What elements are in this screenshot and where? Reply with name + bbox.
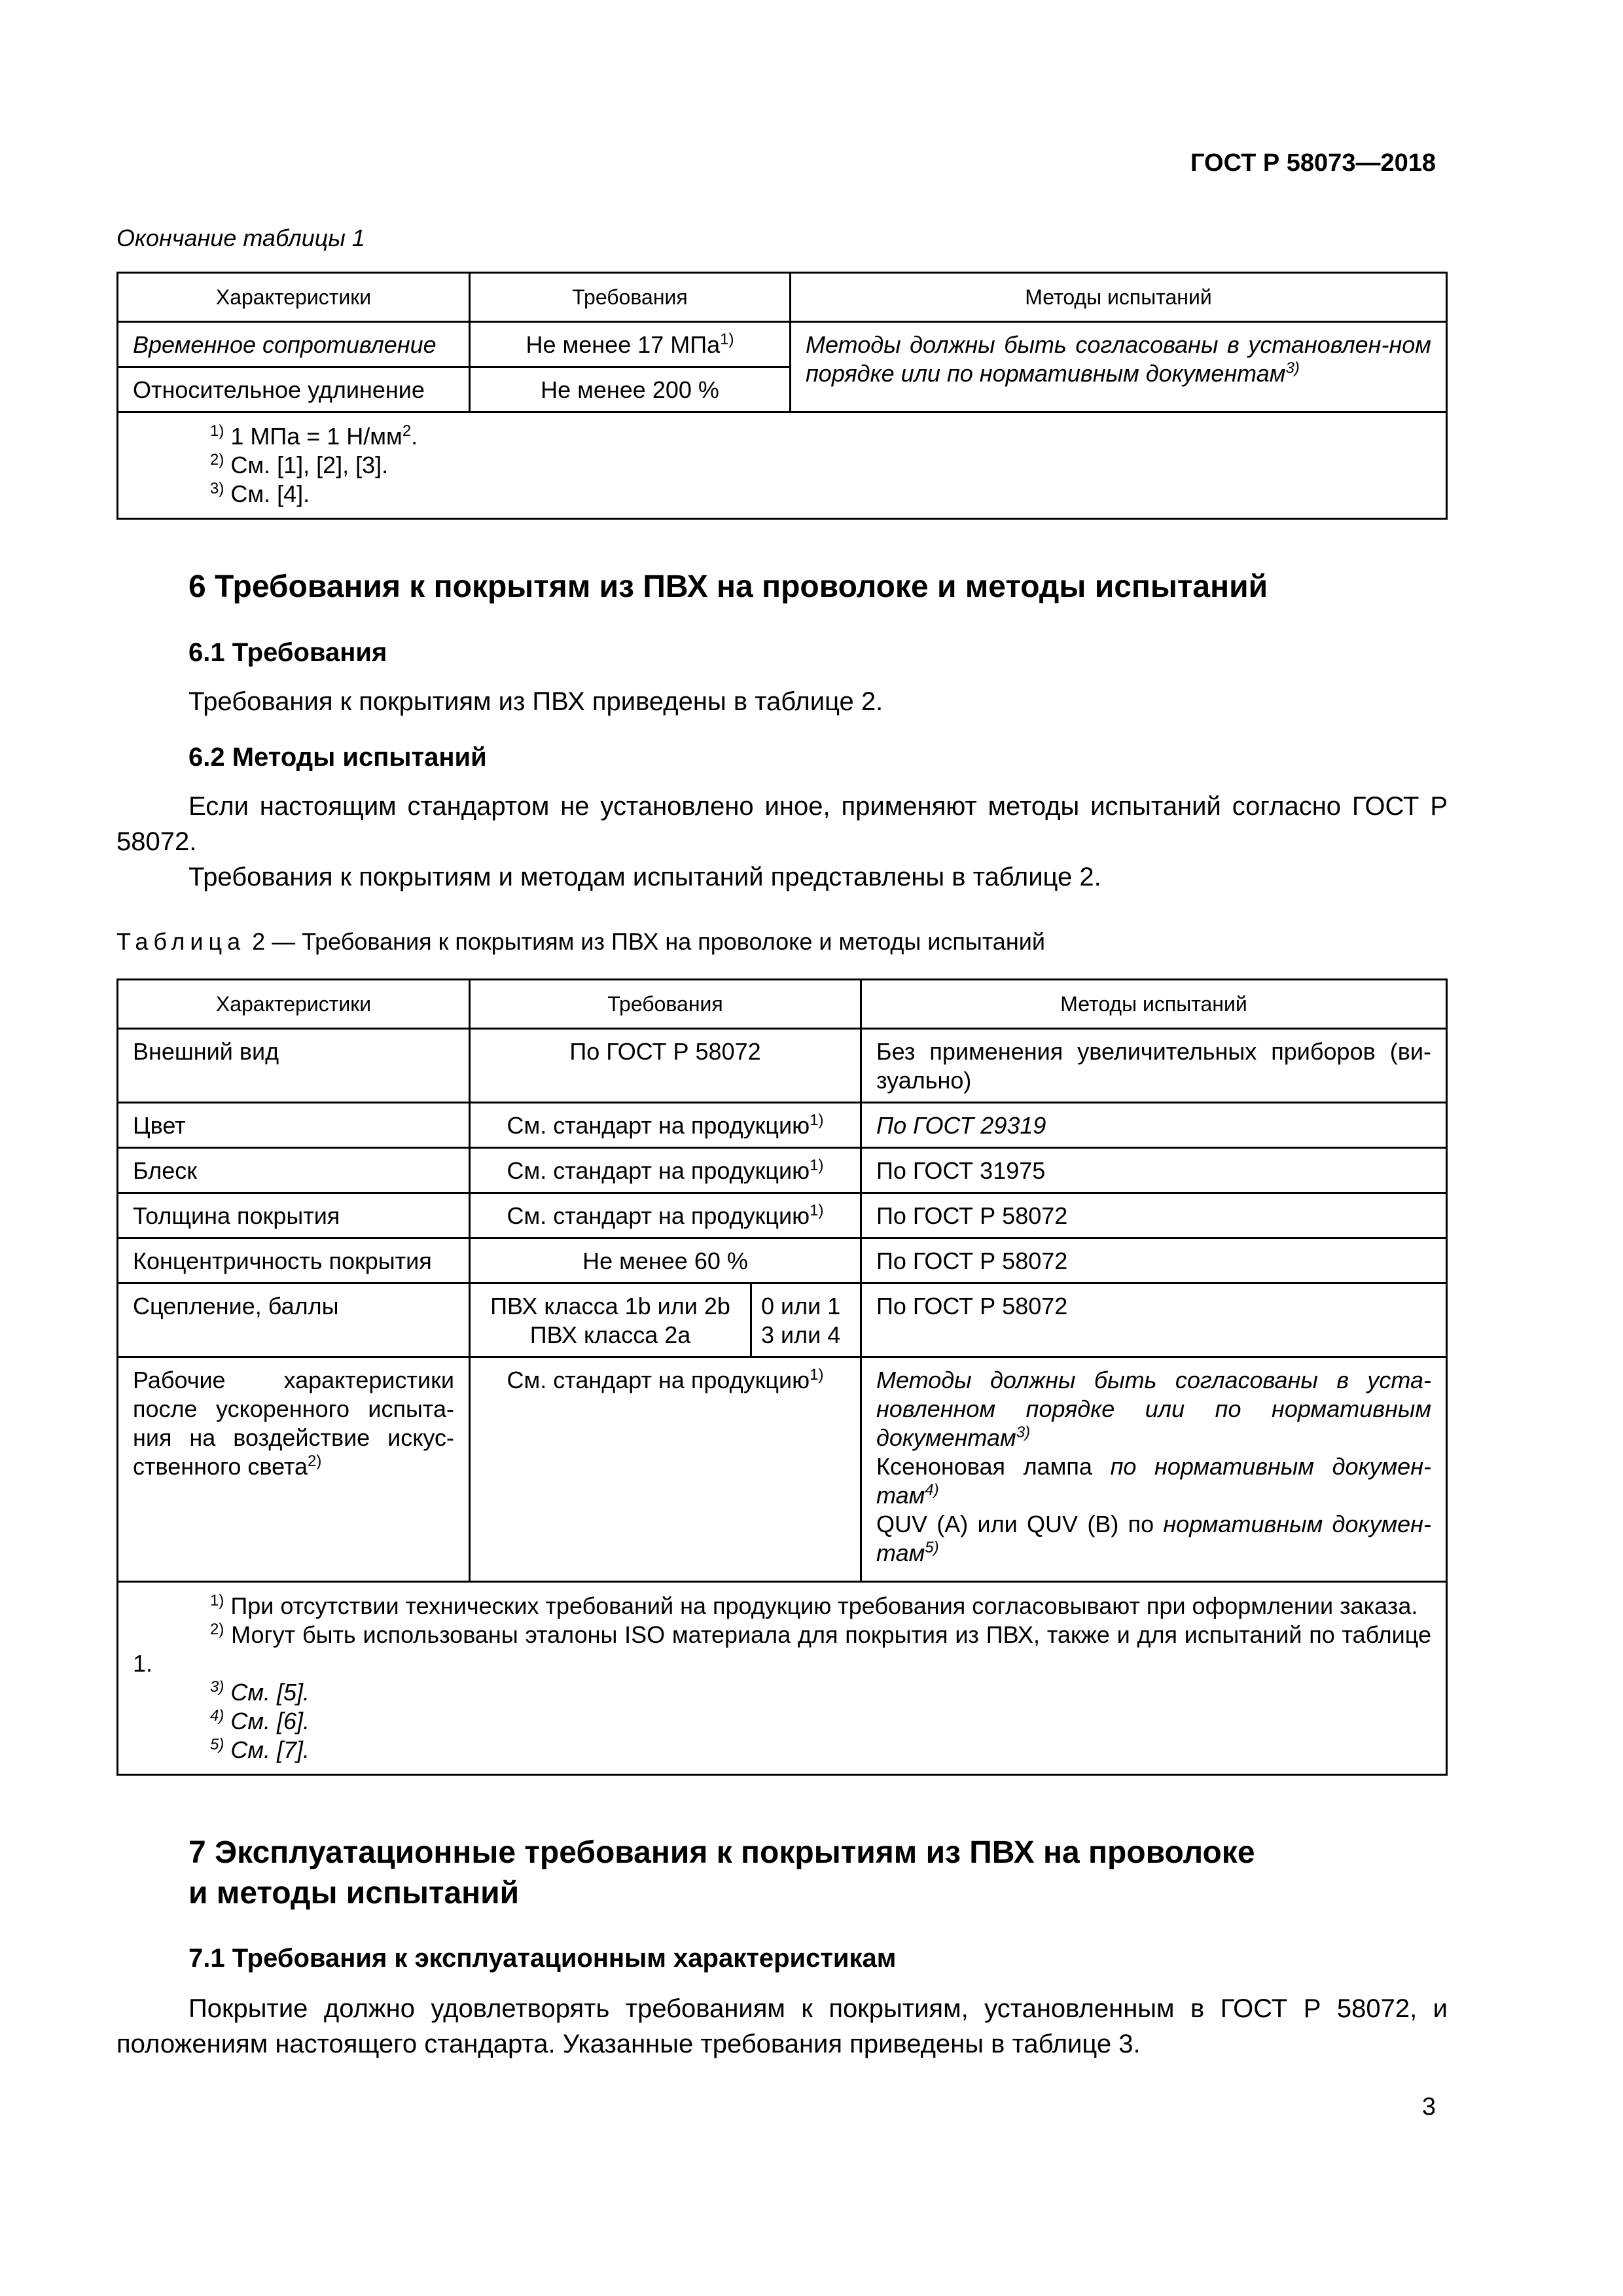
- heading-line: 7 Эксплуатационные требования к покрытиям из ПВХ на проволоке: [188, 1835, 1255, 1870]
- method-text: QUV (A) или QUV (B) по: [876, 1511, 1164, 1537]
- footnote-ref: 2): [308, 1452, 322, 1470]
- table-row: [118, 322, 1447, 367]
- table2-cell-req-class: [470, 1283, 751, 1357]
- table2-cell-req: [470, 1193, 861, 1238]
- table-row: [118, 1193, 1447, 1238]
- footnote-mark: 5): [210, 1736, 224, 1753]
- table-row: [118, 1029, 1447, 1103]
- table2: [116, 978, 1448, 1776]
- method-text: Методы должны быть согласованы в установлен-ном порядке или по нормативным документам: [806, 331, 1431, 387]
- table2-cell-req: По ГОСТ Р 58072: [470, 1029, 861, 1103]
- req-line: ПВХ класса 1b или 2b: [490, 1293, 730, 1319]
- req-line: ПВХ класса 2а: [529, 1321, 691, 1348]
- table-row: [118, 1238, 1447, 1283]
- char-text: Рабочие характеристики после ускоренного испыта-ния на воздействие искус-ственного света: [133, 1367, 454, 1480]
- section62-text2: Требования к покрытиям и методам испытаний представлены в таблице 2.: [188, 863, 1101, 891]
- table2-cell-method: По ГОСТ 29319: [861, 1103, 1447, 1148]
- footnotes-cell: [118, 1582, 1447, 1775]
- table2-caption: [116, 928, 1045, 956]
- footnote-mark: 2): [210, 451, 224, 469]
- table1-header-method: Методы испытаний: [791, 273, 1447, 322]
- footnote-mark: 3): [210, 480, 224, 497]
- section62-text1: Если настоящим стандартом не установлено иное, применяют методы испытаний согласно ГОСТ Р 58072.: [116, 792, 1448, 856]
- section6-heading: 6 Требования к покрытям из ПВХ на проволоке и методы испытаний: [188, 569, 1268, 604]
- footnote: [133, 1707, 1431, 1736]
- footnote-text: См. [1], [2], [3].: [224, 452, 389, 478]
- footnote-ref: 5): [925, 1539, 939, 1556]
- section71-text: Покрытие должно удовлетворять требованиям к покрытиям, установленным в ГОСТ Р 58072, и положениям настоящего стандарта. Указанные требования приведены в таблице 3.: [116, 1994, 1448, 2058]
- footnote-ref: 1): [810, 1366, 824, 1384]
- footnote: [133, 480, 1431, 509]
- table2-cell-char: Блеск: [118, 1148, 470, 1193]
- table2-cell-req: [470, 1357, 861, 1582]
- method-text-italic: по нормативным докумен-там: [876, 1453, 1431, 1509]
- footnote-text: См. [6].: [224, 1708, 310, 1734]
- table2-footnotes: [118, 1582, 1447, 1775]
- table2-cell-char: [118, 1357, 470, 1582]
- footnote: [133, 1678, 1431, 1707]
- section7-heading: [188, 1833, 1255, 1914]
- section61-text: Требования к покрытиям из ПВХ приведены в таблице 2.: [188, 687, 883, 716]
- method-text: Методы должны быть согласованы в уста-новленном порядке или по нормативным документам: [876, 1367, 1431, 1451]
- req-text: См. стандарт на продукцию: [507, 1367, 810, 1393]
- section62-heading: 6.2 Методы испытаний: [188, 743, 487, 772]
- footnote-text: См. [5].: [224, 1679, 310, 1706]
- footnote-text: При отсутствии технических требований на продукцию требования согласовывают при оформлении заказа.: [224, 1592, 1418, 1619]
- footnote-mark: 1): [210, 422, 224, 440]
- footnote-ref: 1): [810, 1202, 824, 1219]
- footnote-mark: 4): [210, 1707, 224, 1725]
- table1-header-req: Требования: [470, 273, 791, 322]
- footnote-mark: 2): [210, 1621, 224, 1638]
- table2-cell-req-score: [751, 1283, 861, 1357]
- table2-cell-req: Не менее 60 %: [470, 1238, 861, 1283]
- table2-header-method: Методы испытаний: [861, 980, 1447, 1029]
- table2-cell-char: Толщина покрытия: [118, 1193, 470, 1238]
- footnote: [133, 1592, 1431, 1621]
- method-line: [876, 1452, 1431, 1510]
- req-text: См. стандарт на продукцию: [507, 1112, 810, 1139]
- table2-header-char: Характеристики: [118, 980, 470, 1029]
- footnote-ref: 1): [720, 331, 734, 348]
- footnote: [133, 422, 1431, 451]
- footnote-text: См. [4].: [224, 480, 310, 507]
- table-row: [118, 1148, 1447, 1193]
- footnote: [133, 451, 1431, 480]
- table1-header-row: [118, 273, 1447, 322]
- footnote-ref: 3): [1016, 1424, 1031, 1441]
- table1-cell-method: [791, 322, 1447, 412]
- table2-header-req: Требования: [470, 980, 861, 1029]
- footnote-ref: 4): [925, 1481, 939, 1499]
- table1-header-char: Характеристики: [118, 273, 470, 322]
- req-line: 3 или 4: [761, 1321, 841, 1348]
- method-text: Ксеноновая лампа: [876, 1453, 1111, 1480]
- table2-cell-method: По ГОСТ 31975: [861, 1148, 1447, 1193]
- req-text: См. стандарт на продукцию: [507, 1157, 810, 1184]
- footnote-text: См. [7].: [224, 1736, 310, 1763]
- table1-cell-char: Временное сопротивление: [118, 322, 470, 367]
- table1-cell-req: Не менее 200 %: [470, 367, 791, 412]
- table-row: [118, 1283, 1447, 1357]
- page-number: 3: [1421, 2093, 1436, 2121]
- table2-cell-req: [470, 1103, 861, 1148]
- table2-cell-method: По ГОСТ Р 58072: [861, 1193, 1447, 1238]
- table-row: [118, 1357, 1447, 1582]
- footnotes-cell: [118, 412, 1447, 519]
- table2-cell-char: Внешний вид: [118, 1029, 470, 1103]
- footnote: [133, 1621, 1431, 1678]
- superscript: 2: [402, 422, 412, 440]
- footnote-text: Могут быть использованы эталоны ISO материала для покрытия из ПВХ, также и для испытаний по таблице 1.: [133, 1621, 1431, 1677]
- table1-footnotes: [118, 412, 1447, 519]
- table2-cell-method: [861, 1357, 1447, 1582]
- table-row: [118, 1103, 1447, 1148]
- table1-caption: Окончание таблицы 1: [116, 224, 365, 251]
- method-line: [876, 1510, 1431, 1568]
- footnote-tail: .: [411, 423, 418, 450]
- caption-word: Таблица: [116, 928, 246, 955]
- section71-heading: 7.1 Требования к эксплуатационным характеристикам: [188, 1944, 897, 1973]
- table2-cell-method: Без применения увеличительных приборов (ви-зуально): [861, 1029, 1447, 1103]
- footnote-ref: 1): [810, 1157, 824, 1174]
- footnote: [133, 1736, 1431, 1765]
- caption-rest: 2 — Требования к покрытиям из ПВХ на проволоке и методы испытаний: [245, 928, 1045, 955]
- document-id: ГОСТ Р 58073—2018: [1190, 149, 1436, 177]
- table2-header-row: [118, 980, 1447, 1029]
- table2-cell-method: По ГОСТ Р 58072: [861, 1283, 1447, 1357]
- table1-cell-char: Относительное удлинение: [118, 367, 470, 412]
- method-text-italic: нормативным докумен-там: [876, 1511, 1431, 1566]
- req-text: Не менее 17 МПа: [526, 331, 721, 358]
- footnote-mark: 1): [210, 1592, 224, 1609]
- footnote-mark: 3): [210, 1678, 224, 1696]
- table1: [116, 272, 1448, 520]
- table2-cell-char: Концентричность покрытия: [118, 1238, 470, 1283]
- method-line: [876, 1366, 1431, 1452]
- table2-cell-char: Цвет: [118, 1103, 470, 1148]
- table2-cell-char: Сцепление, баллы: [118, 1283, 470, 1357]
- table1-cell-req: [470, 322, 791, 367]
- req-line: 0 или 1: [761, 1293, 841, 1319]
- footnote-text: 1 МПа = 1 Н/мм: [224, 423, 402, 450]
- table2-cell-req: [470, 1148, 861, 1193]
- req-text: См. стандарт на продукцию: [507, 1202, 810, 1229]
- footnote-ref: 3): [1285, 359, 1300, 377]
- table2-cell-method: По ГОСТ Р 58072: [861, 1238, 1447, 1283]
- heading-line: и методы испытаний: [188, 1876, 520, 1910]
- section61-heading: 6.1 Требования: [188, 638, 387, 667]
- footnote-ref: 1): [810, 1111, 824, 1129]
